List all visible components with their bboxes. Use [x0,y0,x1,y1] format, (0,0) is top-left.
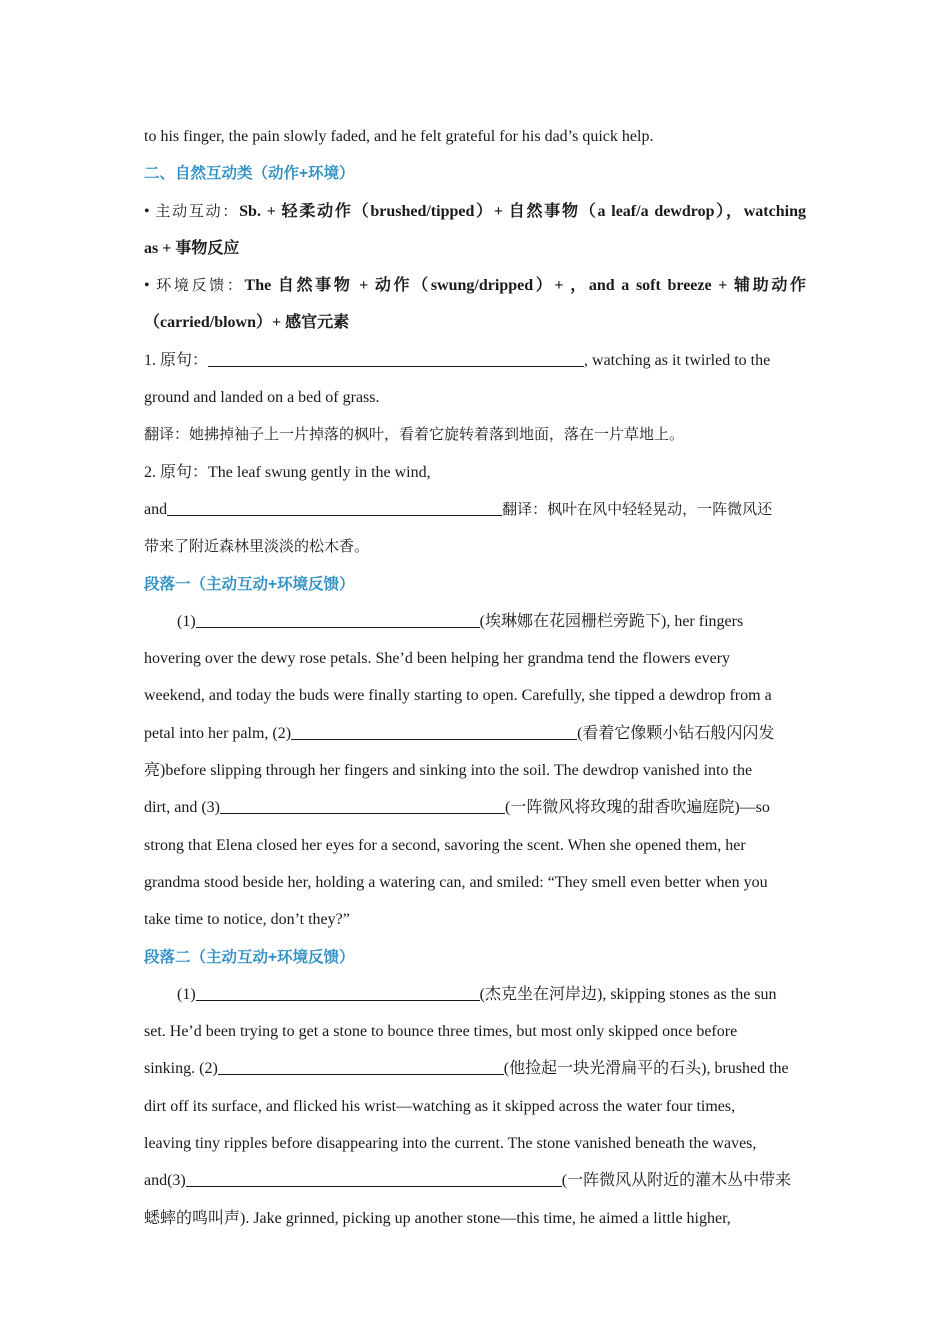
document-page [144,118,806,1237]
bullet-label: 环境反馈： [153,276,245,295]
paragraph-line [144,1050,806,1087]
answer-blank[interactable] [196,610,480,628]
hint-text: (杰克坐在河岸边), skipping stones as the sun [479,985,777,1003]
bullet-icon: • [144,277,150,295]
paragraph-line: 亮)before slipping through her fingers and sinking into the soil. The dewdrop vanished into the [144,762,753,780]
example-line [144,342,806,379]
example-and: and [144,500,168,518]
paragraph-line [144,715,806,752]
answer-blank[interactable] [220,796,505,814]
blank-number: petal into her palm, (2) [144,724,292,742]
paragraph-line [144,603,806,640]
section-title: 二、自然互动类（动作+环境） [144,165,355,183]
paragraph-line: weekend, and today the buds were finally starting to open. Carefully, she tipped a dewdrop from a [144,687,772,705]
answer-blank[interactable] [196,983,480,1001]
answer-blank[interactable] [218,1057,504,1075]
paragraph-line: strong that Elena closed her eyes for a second, savoring the scent. When she opened them, her [144,836,746,854]
hint-text: (看着它像颗小钻石般闪闪发 [577,724,775,742]
example-prefix: 1. 原句： [144,351,209,369]
paragraph-line [144,976,806,1013]
paragraph-line: grandma stood beside her, holding a watering can, and smiled: “They smell even better when you [144,873,768,891]
paragraph-line: 蟋蟀的鸣叫声). Jake grinned, picking up another stone—this time, he aimed a little higher, [144,1209,731,1227]
translation-cont: 带来了附近森林里淡淡的松木香。 [144,537,370,556]
bullet-item [144,267,806,304]
paragraph-title: 段落二（主动互动+环境反馈） [144,948,355,966]
paragraph-line [144,1162,806,1199]
translation: 翻译：她拂掉袖子上一片掉落的枫叶，看着它旋转着落到地面，落在一片草地上。 [144,425,685,444]
hint-text: (一阵微风从附近的灌木丛中带来 [561,1172,792,1190]
bullet-text-cont: as + 事物反应 [144,239,240,257]
blank-number: (1) [177,985,196,1003]
example-line [144,491,806,528]
hint-text: (一阵微风将玫瑰的甜香吹遍庭院)—so [504,799,770,817]
paragraph-line: take time to notice, don’t they?” [144,911,350,929]
answer-blank[interactable] [167,498,502,516]
answer-blank[interactable] [186,1169,562,1187]
hint-text: (他捡起一块光滑扁平的石头), brushed the [503,1060,789,1078]
bullet-text: The 自然事物 + 动作（swung/dripped）+ ，and a soft breeze + 辅助动作 [244,277,806,295]
bullet-label: 主动互动： [153,201,240,220]
paragraph-title: 段落一（主动互动+环境反馈） [144,575,355,593]
bullet-text: Sb. + 轻柔动作（brushed/tipped）+ 自然事物（a leaf/a dewdrop），watching [239,202,806,220]
paragraph-line: set. He’d been trying to get a stone to bounce three times, but most only skipped once before [144,1023,738,1041]
answer-blank[interactable] [291,722,577,740]
blank-number: dirt, and (3) [144,799,220,817]
example-cont: ground and landed on a bed of grass. [144,389,380,407]
example-suffix: , watching as it twirled to the [584,351,771,369]
paragraph-line: hovering over the dewy rose petals. She’d been helping her grandma tend the flowers every [144,650,731,668]
paragraph-line: leaving tiny ripples before disappearing into the current. The stone vanished beneath the waves, [144,1135,757,1153]
paragraph-line: to his finger, the pain slowly faded, and he felt grateful for his dad’s quick help. [144,128,654,145]
blank-number: (1) [177,612,196,630]
bullet-text-cont: （carried/blown）+ 感官元素 [144,314,350,332]
blank-number: sinking. (2) [144,1060,218,1078]
bullet-item [144,193,806,230]
answer-blank[interactable] [208,349,584,367]
translation: 翻译：枫叶在风中轻轻晃动，一阵微风还 [502,499,773,518]
example-line: 2. 原句：The leaf swung gently in the wind, [144,463,431,481]
blank-number: and(3) [144,1172,186,1190]
paragraph-line [144,789,806,826]
paragraph-line: dirt off its surface, and flicked his wrist—watching as it skipped across the water four times, [144,1097,736,1115]
hint-text: (埃琳娜在花园栅栏旁跪下), her fingers [479,612,744,630]
bullet-icon: • [144,202,150,220]
